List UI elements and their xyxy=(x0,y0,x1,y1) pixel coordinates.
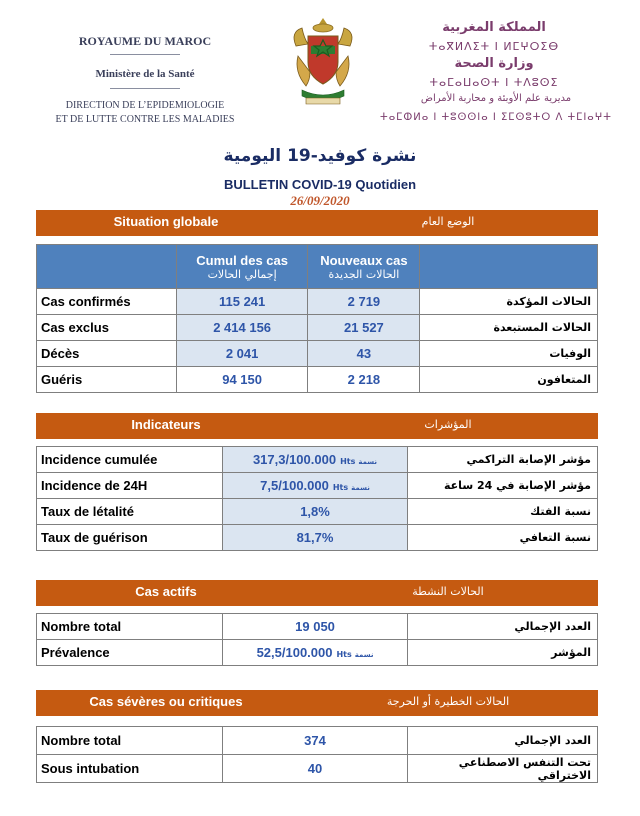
cumul-value: 94 150 xyxy=(176,367,308,393)
indicateurs-table xyxy=(36,446,598,551)
bulletin-date: 26/09/2020 xyxy=(290,193,350,208)
section-title-ar: الحالات النشطة xyxy=(412,585,484,598)
row-label-ar: العدد الإجمالي xyxy=(408,727,598,755)
table-row xyxy=(37,473,598,499)
row-label-ar: نسبة التعافي xyxy=(408,525,598,551)
active-value: 19 050 xyxy=(222,614,408,640)
row-label-ar: تحت التنفس الاصطناعي الاختراقي xyxy=(408,755,598,783)
row-label-ar: مؤشر الإصابة في 24 ساعة xyxy=(408,473,598,499)
header-empty-cell xyxy=(37,245,177,289)
cumul-value: 2 414 156 xyxy=(176,315,308,341)
active-value xyxy=(222,640,408,666)
section-bar-severes xyxy=(36,690,598,716)
prevalence-number: 52,5/100.000 xyxy=(256,645,333,660)
table-row xyxy=(37,447,598,473)
header-fr-kingdom: ROYAUME DU MAROC xyxy=(78,34,212,48)
severe-value: 374 xyxy=(222,727,408,755)
table-row xyxy=(37,341,598,367)
section-title-ar: المؤشرات xyxy=(424,418,472,431)
section-title-fr: Situation globale xyxy=(113,214,219,229)
unit-ar: نسمة xyxy=(354,651,374,659)
row-label-fr: Cas confirmés xyxy=(37,289,177,315)
table-row xyxy=(37,727,598,755)
indicator-value xyxy=(222,447,408,473)
row-label-ar: مؤشر الإصابة التراكمي xyxy=(408,447,598,473)
unit-ar: نسمة xyxy=(358,458,378,466)
row-label-ar: نسبة الفتك xyxy=(408,499,598,525)
new-value: 21 527 xyxy=(308,315,420,341)
cumul-value: 2 041 xyxy=(176,341,308,367)
table-row xyxy=(37,315,598,341)
unit-fr: Hts xyxy=(332,483,349,492)
unit-fr: Hts xyxy=(336,650,352,659)
header-ar-direction: مديرية علم الأوبئة و محاربة الأمراض xyxy=(420,93,572,104)
header-divider xyxy=(110,88,180,89)
indicator-number: 317,3/100.000 xyxy=(252,452,337,467)
header-tz-kingdom: ⵜⴰⴳⵍⴷⵉⵜ ⵏ ⵍⵎⵖⵔⵉⴱ xyxy=(428,40,560,53)
table-row xyxy=(37,755,598,783)
header-ar-ministry: وزارة الصحة xyxy=(454,56,534,71)
severe-value: 40 xyxy=(222,755,408,783)
header-ar-kingdom: المملكة المغربية xyxy=(442,20,546,35)
table-row xyxy=(37,525,598,551)
new-value: 2 218 xyxy=(308,367,420,393)
indicator-value: 81,7% xyxy=(222,525,408,551)
header-fr-ministry: Ministère de la Santé xyxy=(95,68,195,80)
section-bar-indicateurs xyxy=(36,413,598,439)
table-row xyxy=(37,289,598,315)
situation-table xyxy=(36,244,598,393)
table-row xyxy=(37,640,598,666)
section-title-ar: الحالات الخطيرة أو الحرجة xyxy=(386,695,510,708)
col-header-new xyxy=(308,245,420,289)
col-header-new-fr: Nouveaux cas xyxy=(320,252,408,268)
header-tz-direction: ⵜⴰⵎⵀⵍⴰ ⵏ ⵜⵓⵙⵙⵏⴰ ⵏ ⵉⵎⵙⵓⵜⵔ ⴷ ⵜⵎⵏⴰⵖⵜ xyxy=(380,112,612,123)
row-label-fr: Nombre total xyxy=(37,614,223,640)
col-header-cumul-ar: إجمالي الحالات xyxy=(207,267,277,281)
header-fr-direction: DIRECTION DE L’EPIDEMIOLOGIE xyxy=(65,100,225,111)
indicator-value xyxy=(222,473,408,499)
row-label-fr: Incidence cumulée xyxy=(37,447,223,473)
actifs-table xyxy=(36,613,598,666)
new-value: 43 xyxy=(308,341,420,367)
row-label-ar: الوفيات xyxy=(420,341,598,367)
unit-ar: نسمة xyxy=(351,484,370,492)
coat-of-arms-emblem xyxy=(288,16,358,108)
bulletin-title-ar: نشرة كوفيد-19 اليومية xyxy=(223,146,417,166)
row-label-fr: Taux de létalité xyxy=(37,499,223,525)
indicator-number: 7,5/100.000 xyxy=(260,478,329,493)
severes-table xyxy=(36,726,598,783)
indicator-value: 1,8% xyxy=(222,499,408,525)
col-header-new-ar: الحالات الجديدة xyxy=(328,267,400,281)
section-bar-situation xyxy=(36,210,598,236)
section-bar-actifs xyxy=(36,580,598,606)
section-title-fr: Cas sévères ou critiques xyxy=(89,694,243,709)
row-label-ar: الحالات المستبعدة xyxy=(420,315,598,341)
row-label-fr: Taux de guérison xyxy=(37,525,223,551)
header-divider xyxy=(110,54,180,55)
new-value: 2 719 xyxy=(308,289,420,315)
cumul-value: 115 241 xyxy=(176,289,308,315)
row-label-fr: Décès xyxy=(37,341,177,367)
row-label-ar: العدد الإجمالي xyxy=(408,614,598,640)
section-title-ar: الوضع العام xyxy=(421,215,475,228)
table-row xyxy=(37,367,598,393)
header-tz-ministry: ⵜⴰⵎⴰⵡⴰⵙⵜ ⵏ ⵜⴷⵓⵙⵉ xyxy=(429,76,559,89)
unit-fr: Hts xyxy=(340,457,356,466)
row-label-fr: Sous intubation xyxy=(37,755,223,783)
col-header-cumul-fr: Cumul des cas xyxy=(196,252,288,268)
row-label-fr: Prévalence xyxy=(37,640,223,666)
row-label-fr: Incidence de 24H xyxy=(37,473,223,499)
row-label-fr: Cas exclus xyxy=(37,315,177,341)
header-fr-direction-2: ET DE LUTTE CONTRE LES MALADIES xyxy=(55,114,235,125)
row-label-ar: الحالات المؤكدة xyxy=(420,289,598,315)
section-title-fr: Indicateurs xyxy=(131,417,201,432)
row-label-fr: Nombre total xyxy=(37,727,223,755)
col-header-cumul xyxy=(176,245,308,289)
table-row xyxy=(37,499,598,525)
row-label-fr: Guéris xyxy=(37,367,177,393)
row-label-ar: المؤشر xyxy=(408,640,598,666)
bulletin-title-fr: BULLETIN COVID-19 Quotidien xyxy=(223,177,417,192)
section-title-fr: Cas actifs xyxy=(135,584,197,599)
table-row xyxy=(37,614,598,640)
row-label-ar: المتعافون xyxy=(420,367,598,393)
header-empty-cell xyxy=(420,245,598,289)
